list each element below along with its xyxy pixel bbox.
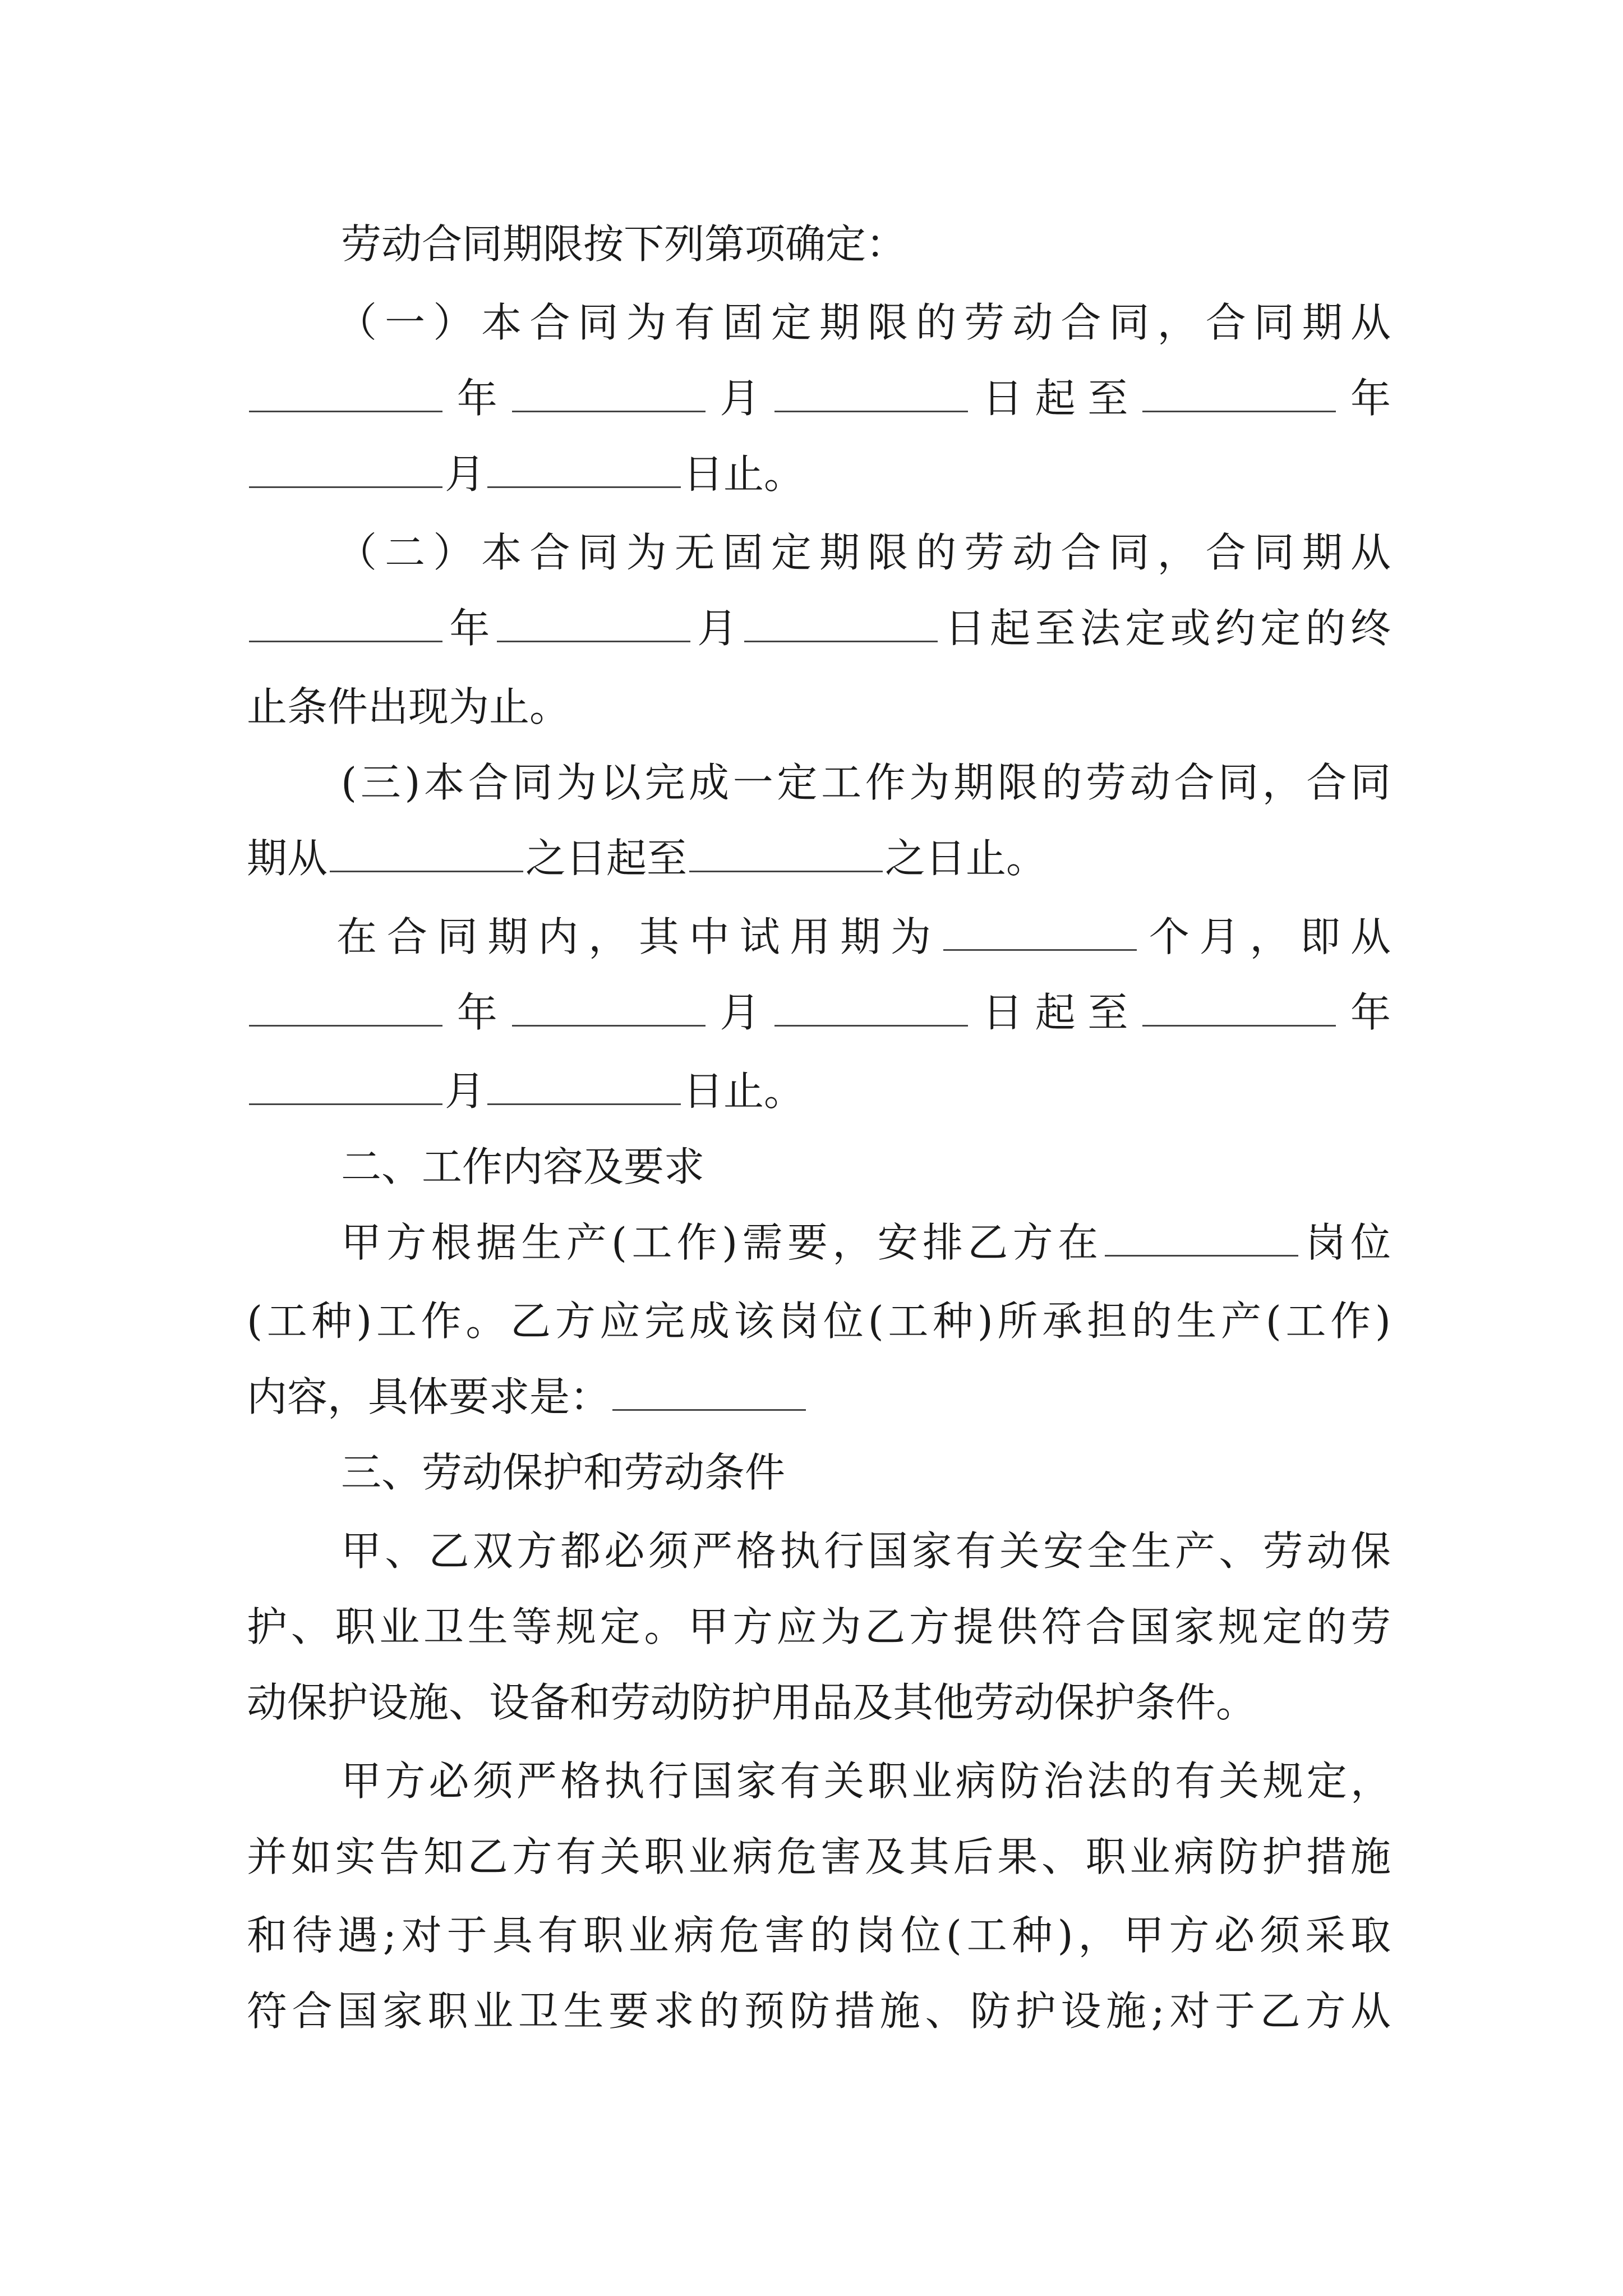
text-segment: 护、职业卫生等规定。甲方应为乙方提供符合国家规定的劳 bbox=[247, 1603, 1391, 1650]
text-segment: 年 bbox=[445, 375, 510, 422]
text-segment: 日止。 bbox=[683, 450, 805, 498]
text-line bbox=[247, 984, 1391, 1041]
text-line bbox=[247, 216, 1391, 272]
fill-in-blank[interactable] bbox=[512, 371, 706, 412]
text-line bbox=[247, 1599, 1391, 1655]
text-segment: 日起至 bbox=[970, 375, 1141, 422]
text-line bbox=[247, 446, 1391, 502]
fill-in-blank[interactable] bbox=[512, 986, 706, 1027]
fill-in-blank[interactable] bbox=[249, 371, 442, 412]
fill-in-blank[interactable] bbox=[249, 447, 442, 488]
text-line bbox=[247, 370, 1391, 426]
text-line bbox=[247, 1293, 1391, 1349]
text-segment: 月 bbox=[445, 450, 486, 498]
text-segment: 三、劳动保护和劳动条件 bbox=[341, 1449, 786, 1496]
fill-in-blank[interactable] bbox=[1142, 986, 1336, 1027]
text-segment: 之日止。 bbox=[885, 835, 1047, 882]
text-line bbox=[247, 1753, 1391, 1809]
text-line bbox=[247, 1907, 1391, 1963]
text-line bbox=[247, 1369, 1391, 1425]
text-segment: 月 bbox=[445, 1068, 486, 1115]
text-line bbox=[247, 600, 1391, 656]
text-line bbox=[247, 1829, 1391, 1885]
text-line bbox=[247, 524, 1391, 581]
fill-in-blank[interactable] bbox=[330, 831, 523, 872]
fill-in-blank[interactable] bbox=[1142, 371, 1336, 412]
text-line bbox=[247, 1063, 1391, 1119]
text-segment: 甲方根据生产(工作)需要，安排乙方在 bbox=[341, 1219, 1103, 1266]
fill-in-blank[interactable] bbox=[1105, 1216, 1298, 1257]
text-line bbox=[247, 1674, 1391, 1731]
text-segment: 内容，具体要求是： bbox=[247, 1373, 611, 1420]
text-segment: 月 bbox=[692, 605, 743, 652]
text-segment: 甲、乙双方都必须严格执行国家有关安全生产、劳动保 bbox=[341, 1527, 1391, 1575]
text-segment: 年 bbox=[1338, 375, 1391, 422]
text-segment: 日起至 bbox=[970, 989, 1141, 1036]
fill-in-blank[interactable] bbox=[497, 601, 690, 642]
fill-in-blank[interactable] bbox=[612, 1370, 806, 1411]
text-segment: 甲方必须严格执行国家有关职业病防治法的有关规定， bbox=[341, 1757, 1391, 1805]
fill-in-blank[interactable] bbox=[689, 831, 883, 872]
fill-in-blank[interactable] bbox=[487, 1064, 681, 1105]
text-segment: 岗位 bbox=[1301, 1219, 1391, 1266]
fill-in-blank[interactable] bbox=[774, 986, 968, 1027]
text-segment: (三)本合同为以完成一定工作为期限的劳动合同，合同 bbox=[341, 759, 1391, 806]
fill-in-blank[interactable] bbox=[487, 447, 681, 488]
text-line bbox=[247, 909, 1391, 965]
text-segment: 月 bbox=[707, 375, 773, 422]
text-line bbox=[247, 1523, 1391, 1579]
text-segment: (工种)工作。乙方应完成该岗位(工种)所承担的生产(工作) bbox=[247, 1297, 1391, 1345]
text-segment: （二）本合同为无固定期限的劳动合同，合同期从 bbox=[336, 529, 1391, 576]
text-segment: 之日起至 bbox=[525, 835, 688, 882]
text-segment: 二、工作内容及要求 bbox=[341, 1143, 705, 1190]
text-segment: 并如实告知乙方有关职业病危害及其后果、职业病防护措施 bbox=[247, 1833, 1391, 1880]
text-segment: 符合国家职业卫生要求的预防措施、防护设施;对于乙方从 bbox=[247, 1987, 1391, 2035]
text-line bbox=[247, 1983, 1391, 2039]
fill-in-blank[interactable] bbox=[943, 910, 1137, 951]
text-segment: 年 bbox=[445, 989, 510, 1036]
text-segment: 日起至法定或约定的终 bbox=[940, 605, 1391, 652]
text-segment: 期从 bbox=[247, 835, 328, 882]
text-segment: 和待遇;对于具有职业病危害的岗位(工种)，甲方必须采取 bbox=[247, 1912, 1391, 1959]
text-line bbox=[247, 1214, 1391, 1271]
text-segment: （一）本合同为有固定期限的劳动合同，合同期从 bbox=[336, 299, 1391, 346]
text-line bbox=[247, 1444, 1391, 1501]
fill-in-blank[interactable] bbox=[249, 601, 442, 642]
fill-in-blank[interactable] bbox=[774, 371, 968, 412]
text-line bbox=[247, 1139, 1391, 1195]
text-line bbox=[247, 830, 1391, 886]
fill-in-blank[interactable] bbox=[249, 1064, 442, 1105]
text-segment: 在合同期内，其中试用期为 bbox=[336, 913, 941, 960]
text-segment: 止条件出现为止。 bbox=[247, 683, 570, 730]
text-line bbox=[247, 295, 1391, 351]
text-line bbox=[247, 754, 1391, 811]
text-line bbox=[247, 679, 1391, 735]
text-segment: 月 bbox=[707, 989, 773, 1036]
text-segment: 日止。 bbox=[683, 1068, 805, 1115]
text-segment: 动保护设施、设备和劳动防护用品及其他劳动保护条件。 bbox=[247, 1679, 1257, 1726]
text-segment: 个月，即从 bbox=[1138, 913, 1391, 960]
fill-in-blank[interactable] bbox=[744, 601, 938, 642]
fill-in-blank[interactable] bbox=[249, 986, 442, 1027]
text-segment: 年 bbox=[1338, 989, 1391, 1036]
text-segment: 劳动合同期限按下列第项确定： bbox=[341, 220, 907, 268]
text-segment: 年 bbox=[445, 605, 495, 652]
